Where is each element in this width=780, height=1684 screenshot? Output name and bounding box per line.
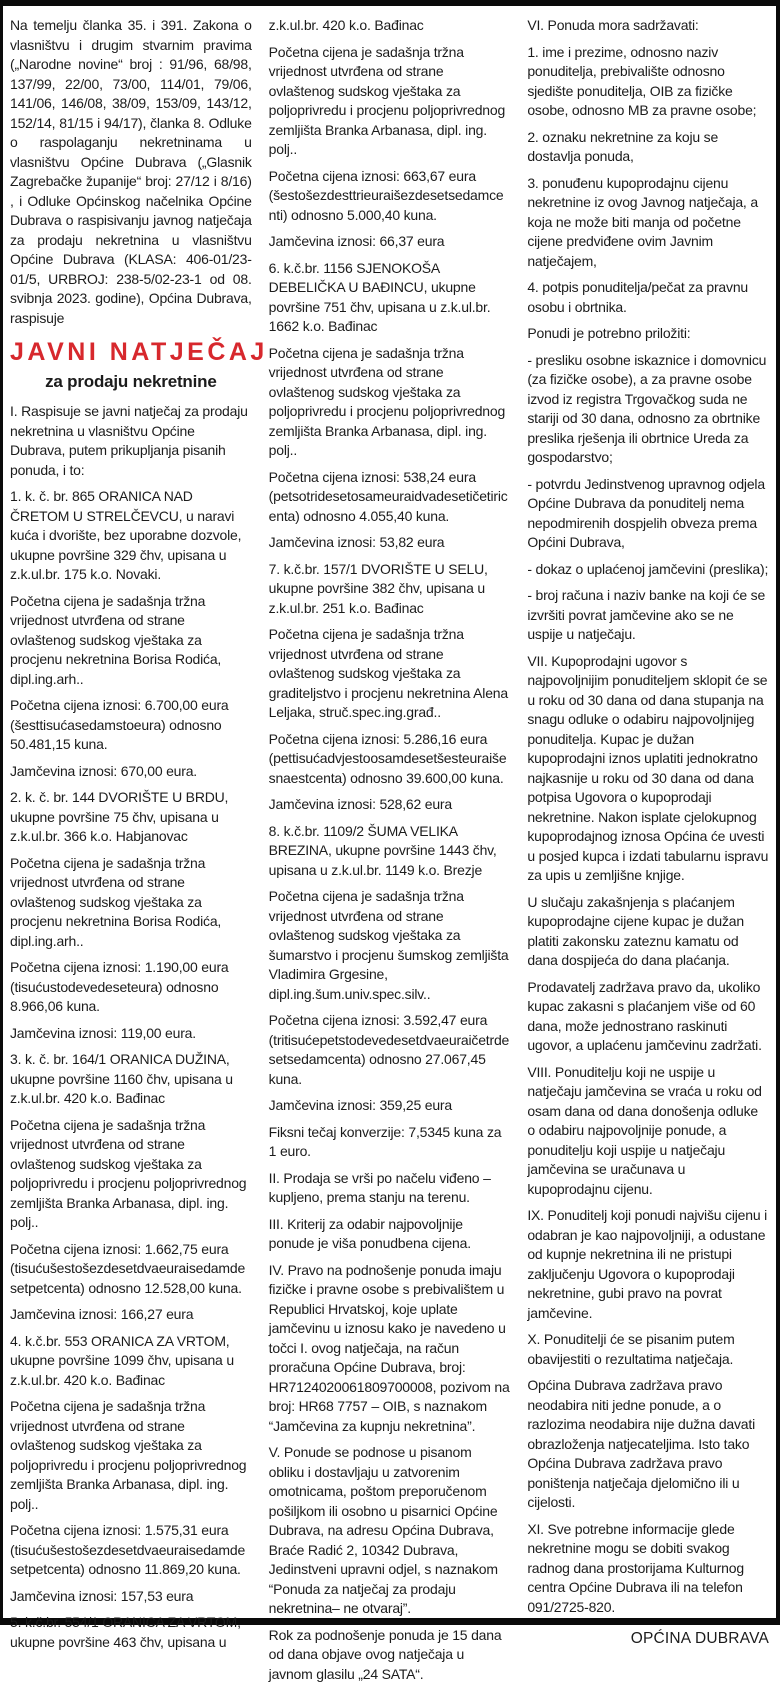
paragraph: Početna cijena je sadašnja tržna vrijednost utvrđena od strane ovlaštenog sudskog vještaka za procjenu nekretnina Borisa Rodića, dipl.ing.arh.. (10, 592, 252, 690)
paragraph: XI. Sve potrebne informacije glede nekretnine mogu se dobiti svakog radnog dana prostorijama Kulturnog centra Općine Dubrava ili na telefon 091/2725-820. (527, 1520, 769, 1618)
paragraph: - broj računa i naziv banke na koji će se izvršiti povrat jamčevine ako se ne uspije u natječaju. (527, 586, 769, 645)
paragraph: Jamčevina iznosi: 119,00 eura. (10, 1024, 252, 1044)
paragraph: 8. k.č.br. 1109/2 ŠUMA VELIKA BREZINA, ukupne površine 1443 čhv, upisana u z.k.ul.br. 1149 k.o. Brezje (269, 822, 511, 881)
paragraph: Općina Dubrava zadržava pravo neodabira niti jedne ponude, a o razlozima neodabira nije dužna davati obrazloženja natjecateljima. Isto tako Općina Dubrava zadržava pravo poništenja natječaja djelomično ili u cijelosti. (527, 1376, 769, 1513)
paragraph: Početna cijena iznosi: 5.286,16 eura (pettisućadvjestoosamdesetšesteuraišesnaestcenta) odnosno 39.600,00 kuna. (269, 730, 511, 789)
paragraph: - dokaz o uplaćenoj jamčevini (preslika); (527, 560, 769, 580)
column-3 (527, 16, 769, 1612)
paragraph: Početna cijena je sadašnja tržna vrijednost utvrđena od strane ovlaštenog sudskog vještaka za graditeljstvo i procjenu nekretnina Alena Leljaka, struč.spec.ing.građ.. (269, 625, 511, 723)
column-1 (10, 16, 252, 1612)
paragraph: 7. k.č.br. 157/1 DVORIŠTE U SELU, ukupne površine 382 čhv, upisana u z.k.ul.br. 251 k.o. Bađinac (269, 560, 511, 619)
paragraph: VII. Kupoprodajni ugovor s najpovoljnijim ponuditeljem sklopit će se u roku od 30 dana od dana stupanja na snagu odluke o odabiru najpovoljnijeg ponuditelja. Kupac je dužan kupoprodajni iznos uplatiti jednokratno najkasnije u roku od 30 dana od dana potpisa Ugovora o kupoprodaji nekretnine. Nakon isplate cjelokupnog kupoprodajnog iznosa Općina će uvesti u posjed kupca i izdati tabularnu ispravu za upis u zemljišne knjige. (527, 652, 769, 886)
paragraph: VIII. Ponuditelju koji ne uspije u natječaju jamčevina se vraća u roku od osam dana od dana donošenja odluke o odabiru najpovoljnije ponude, a ponuditelju koji uspije u natječaju jamčevina se uračunava u kupoprodajnu cijenu. (527, 1063, 769, 1200)
paragraph: 2. k. č. br. 144 DVORIŠTE U BRDU, ukupne površine 75 čhv, upisana u z.k.ul.br. 366 k.o. Habjanovac (10, 788, 252, 847)
intro-paragraph: Na temelju članka 35. i 391. Zakona o vlasništvu i drugim stvarnim pravima („Narodne novine“ broj : 91/96, 68/98, 137/99, 22/00, 73/00, 114/01, 79/06, 141/06, 146/08, 38/09, 153/09, 143/12, 152/14, 81/15 i 94/17), članka 8. Odluke o raspolaganju nekretninama u vlasništvu Općine Dubrava („Glasnik Zagrebačke županije“ broj: 27/12 i 8/16) , i Odluke Općinskog načelnika Općine Dubrava o raspisivanju javnog natječaja za prodaju nekretnina u vlasništvu Općine Dubrava (KLASA: 406-01/23-01/5, URBROJ: 238-5/02-23-1 od 08. svibnja 2023. godine), Općina Dubrava, raspisuje (10, 16, 252, 328)
paragraph: Početna cijena iznosi: 6.700,00 eura (šesttisućasedamstoeura) odnosno 50.481,15 kuna. (10, 696, 252, 755)
paragraph: 3. ponuđenu kupoprodajnu cijenu nekretnine iz ovog Javnog natječaja, a koja ne može biti manja od početne cijene predviđene ovim Javnim natječajem, (527, 174, 769, 272)
paragraph: 2. oznaku nekretnine za koju se dostavlja ponuda, (527, 128, 769, 167)
paragraph: Početna cijena iznosi: 1.575,31 eura (tisućušestošezdesetdvaeuraisedamdesetpetcenta) odnosno 11.869,20 kuna. (10, 1521, 252, 1580)
paragraph: 3. k. č. br. 164/1 ORANICA DUŽINA, ukupne površine 1160 čhv, upisana u z.k.ul.br. 420 k.o. Bađinac (10, 1050, 252, 1109)
paragraph: Početna cijena iznosi: 1.662,75 eura (tisućušestošezdesetdvaeuraisedamdesetpetcenta) odnosno 12.528,00 kuna. (10, 1240, 252, 1299)
paragraph: Rok za podnošenje ponuda je 15 dana od dana objave ovog natječaja u javnom glasilu „24 SATA“. (269, 1626, 511, 1684)
paragraph: IV. Pravo na podnošenje ponuda imaju fizičke i pravne osobe s prebivalištem u Republici Hrvatskoj, koje uplate jamčevinu u iznosu kako je navedeno u točci I. ovog natječaja, na račun proračuna Općine Dubrava, broj: HR7124020061809700008, pozivom na broj: HR68 7757 – OIB, s naznakom “Jamčevina za kupnju nekretnina”. (269, 1261, 511, 1437)
paragraph: Jamčevina iznosi: 359,25 eura (269, 1096, 511, 1116)
paragraph: Jamčevina iznosi: 157,53 eura (10, 1587, 252, 1607)
notice-subtitle: za prodaju nekretnine (10, 372, 252, 392)
paragraph: 4. potpis ponuditelja/pečat za pravnu osobu i obrtnika. (527, 278, 769, 317)
paragraph: Početna cijena je sadašnja tržna vrijednost utvrđena od strane ovlaštenog sudskog vještaka za procjenu nekretnina Borisa Rodića, dipl.ing.arh.. (10, 854, 252, 952)
paragraph: Jamčevina iznosi: 670,00 eura. (10, 762, 252, 782)
paragraph: Jamčevina iznosi: 66,37 eura (269, 232, 511, 252)
paragraph: Ponudi je potrebno priložiti: (527, 324, 769, 344)
paragraph: V. Ponude se podnose u pisanom obliku i dostavljaju u zatvorenim omotnicama, poštom preporučenom pošiljkom ili osobno u pisarnici Općine Dubrava, na adresu Općina Dubrava, Braće Radić 2, 10342 Dubrava, Jedinstveni upravni odjel, s naznakom “Ponuda za natječaj za prodaju nekretnina– ne otvaraj”. (269, 1443, 511, 1619)
paragraph: X. Ponuditelji će se pisanim putem obavijestiti o rezultatima natječaja. (527, 1330, 769, 1369)
paragraph: Prodavatelj zadržava pravo da, ukoliko kupac zakasni s plaćanjem više od 60 dana, može jednostrano raskinuti ugovor, a uplaćenu jamčevinu zadržati. (527, 978, 769, 1056)
paragraph: 4. k.č.br. 553 ORANICA ZA VRTOM, ukupne površine 1099 čhv, upisana u z.k.ul.br. 420 k.o. Bađinac (10, 1332, 252, 1391)
paragraph: Jamčevina iznosi: 53,82 eura (269, 533, 511, 553)
paragraph: Početna cijena iznosi: 1.190,00 eura (tisućustodevedeseteura) odnosno 8.966,06 kuna. (10, 958, 252, 1017)
signature: OPĆINA DUBRAVA (527, 1629, 769, 1649)
paragraph: Jamčevina iznosi: 166,27 eura (10, 1305, 252, 1325)
paragraph: IX. Ponuditelj koji ponudi najvišu cijenu i odabran je kao najpovoljniji, a odustane od kupnje nekretnina ili ne pristupi zaključenju Ugovora o kupoprodaji nekretnine, gubi pravo na povrat jamčevine. (527, 1206, 769, 1323)
notice-columns (10, 16, 769, 1612)
paragraph: Fiksni tečaj konverzije: 7,5345 kuna za 1 euro. (269, 1123, 511, 1162)
paragraph: II. Prodaja se vrši po načelu viđeno – kupljeno, prema stanju na terenu. (269, 1169, 511, 1208)
paragraph: Početna cijena je sadašnja tržna vrijednost utvrđena od strane ovlaštenog sudskog vještaka za poljoprivredu i procjenu poljoprivrednog zemljišta Branka Arbanasa, dipl. ing. polj.. (10, 1397, 252, 1514)
paragraph: Početna cijena je sadašnja tržna vrijednost utvrđena od strane ovlaštenog sudskog vještaka za šumarstvo i procjenu šumskog zemljišta Vladimira Grgesine, dipl.ing.šum.univ.spec.silv.. (269, 887, 511, 1004)
paragraph: Početna cijena je sadašnja tržna vrijednost utvrđena od strane ovlaštenog sudskog vještaka za poljoprivredu i procjenu poljoprivrednog zemljišta Branka Arbanasa, dipl. ing. polj.. (10, 1116, 252, 1233)
paragraph: 6. k.č.br. 1156 SJENOKOŠA DEBELIČKA U BAĐINCU, ukupne površine 751 čhv, upisana u z.k.ul.br. 1662 k.o. Bađinac (269, 259, 511, 337)
paragraph: Jamčevina iznosi: 528,62 eura (269, 795, 511, 815)
paragraph: Početna cijena je sadašnja tržna vrijednost utvrđena od strane ovlaštenog sudskog vještaka za poljoprivredu i procjenu poljoprivrednog zemljišta Branka Arbanasa, dipl. ing. polj.. (269, 344, 511, 461)
paragraph: - presliku osobne iskaznice i domovnicu (za fizičke osobe), a za pravne osobe izvod iz registra Trgovačkog suda ne stariji od 30 dana, odnosno za obrtnike preslika rješenja ili obrtnice Ureda za gospodarstvo; (527, 351, 769, 468)
paragraph: VI. Ponuda mora sadržavati: (527, 16, 769, 36)
column-2 (269, 16, 511, 1612)
paragraph: U slučaju zakašnjenja s plaćanjem kupoprodajne cijene kupac je dužan platiti zakonsku zateznu kamatu od dana dospijeća do dana plaćanja. (527, 893, 769, 971)
paragraph: Početna cijena iznosi: 538,24 eura (petsotridesetosameuraidvadesetičetiricenta) odnosno 4.055,40 kuna. (269, 468, 511, 527)
paragraph: 1. ime i prezime, odnosno naziv ponuditelja, prebivalište odnosno sjedište ponuditelja, OIB za fizičke osobe, odnosno MB za pravne osobe; (527, 43, 769, 121)
paragraph: Početna cijena iznosi: 3.592,47 eura (tritisućepetstodevedesetdvaeuraičetrdesetsedamcenta) odnosno 27.067,45 kuna. (269, 1011, 511, 1089)
paragraph: - potvrdu Jedinstvenog upravnog odjela Općine Dubrava da ponuditelj nema nepodmirenih dospjelih obveza prema Općini Dubrava, (527, 475, 769, 553)
paragraph: z.k.ul.br. 420 k.o. Bađinac (269, 16, 511, 36)
paragraph: I. Raspisuje se javni natječaj za prodaju nekretnina u vlasništvu Općine Dubrava, putem prikupljanja pisanih ponuda, i to: (10, 402, 252, 480)
paragraph: Početna cijena je sadašnja tržna vrijednost utvrđena od strane ovlaštenog sudskog vještaka za poljoprivredu i procjenu poljoprivrednog zemljišta Branka Arbanasa, dipl. ing. polj.. (269, 43, 511, 160)
paragraph: 1. k. č. br. 865 ORANICA NAD ČRETOM U STRELČEVCU, u naravi kuća i dvorište, bez uporabne dozvole, ukupne površine 329 čhv, upisana u z.k.ul.br. 175 k.o. Novaki. (10, 487, 252, 585)
paragraph: Početna cijena iznosi: 663,67 eura (šestošezdesttrieuraišezdesetsedamcenti) odnosno 5.000,40 kuna. (269, 167, 511, 226)
paragraph: 5. k.č.br. 554/1 ORANICA ZA VRTOM, ukupne površine 463 čhv, upisana u (10, 1613, 252, 1652)
paragraph: III. Kriterij za odabir najpovoljnije ponude je viša ponudbena cijena. (269, 1215, 511, 1254)
notice-title: JAVNI NATJEČAJ (10, 338, 252, 366)
